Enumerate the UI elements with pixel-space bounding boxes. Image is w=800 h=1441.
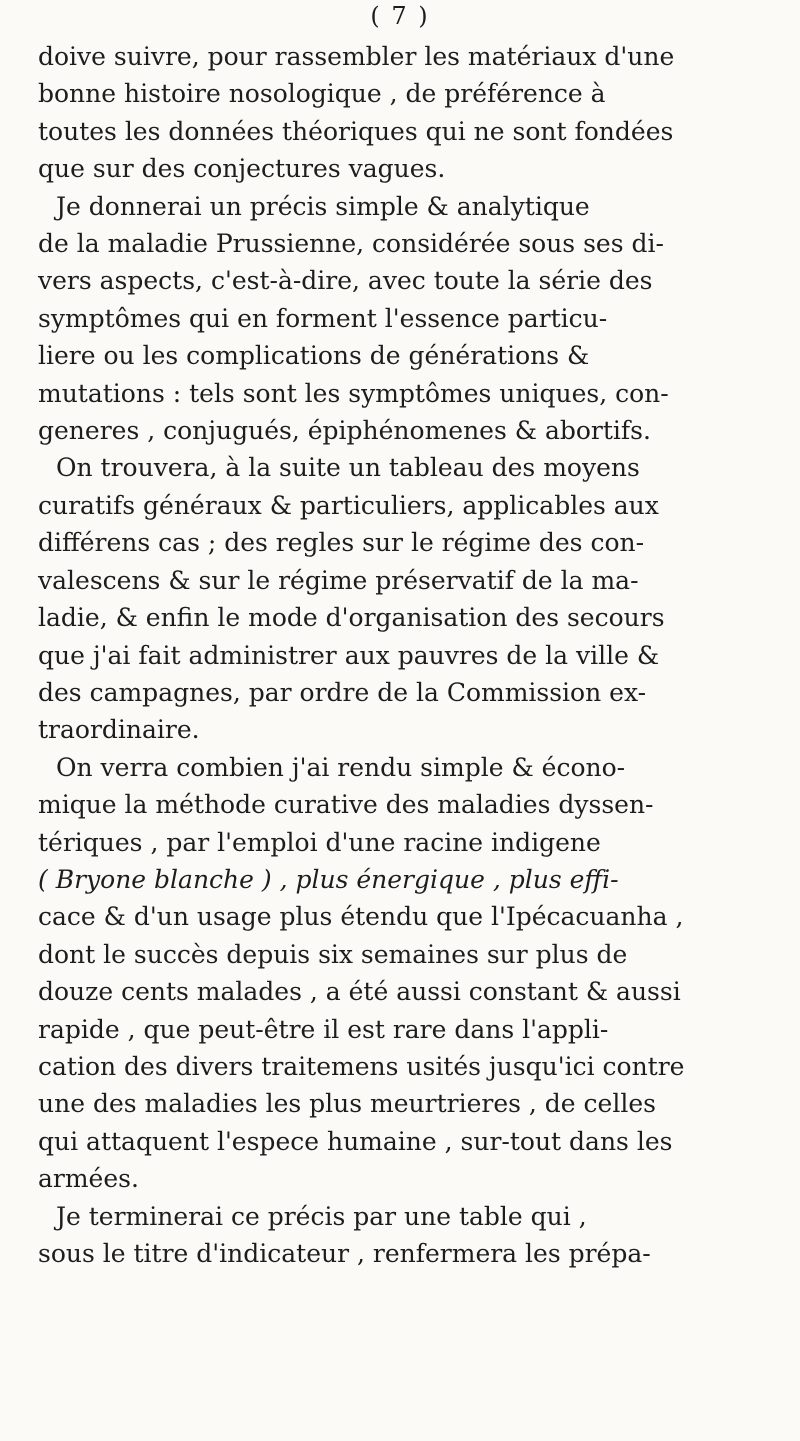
text-line: armées.	[38, 1164, 139, 1194]
text-line: vers aspects, c'est-à-dire, avec toute la série des	[38, 266, 653, 296]
text-line: bonne histoire nosologique , de préférence à	[38, 79, 606, 109]
text-line: rapide , que peut-être il est rare dans l'appli-	[38, 1014, 609, 1044]
text-line: sous le titre d'indicateur , renfermera les prépa-	[38, 1239, 651, 1268]
text-line: une des maladies les plus meurtrieres , de celles	[38, 1089, 656, 1119]
text-line: dont le succès depuis six semaines sur plus de	[38, 939, 628, 969]
page-number: ( 7 )	[370, 2, 430, 30]
text-line: ladie, & enfin le mode d'organisation des secours	[38, 603, 665, 633]
text-line: On trouvera, à la suite un tableau des moyens	[56, 453, 640, 483]
text-line: Je donnerai un précis simple & analytique	[56, 191, 590, 221]
text-line: cace & d'un usage plus étendu que l'Ipécacuanha ,	[38, 902, 684, 932]
text-line: de la maladie Prussienne, considérée sous ses di-	[38, 229, 664, 259]
text-line: que j'ai fait administrer aux pauvres de la ville &	[38, 640, 660, 670]
text-line: doive suivre, pour rassembler les matériaux d'une	[38, 42, 675, 71]
text-line: que sur des conjectures vagues.	[38, 154, 446, 184]
text-line: valescens & sur le régime préservatif de la ma-	[38, 565, 639, 595]
text-line: mique la méthode curative des maladies dyssen-	[38, 790, 654, 820]
text-line: traordinaire.	[38, 715, 200, 745]
text-line: qui attaquent l'espece humaine , sur-tout dans les	[38, 1126, 673, 1156]
text-line: cation des divers traitemens usités jusqu'ici contre	[38, 1051, 685, 1081]
text-line: ( Bryone blanche ) , plus énergique , plus effi-	[38, 864, 619, 894]
text-line: On verra combien j'ai rendu simple & écono-	[56, 752, 626, 782]
text-line: des campagnes, par ordre de la Commission ex-	[38, 677, 647, 707]
body-text	[38, 38, 768, 1272]
text-line: generes , conjugués, épiphénomenes & abortifs.	[38, 416, 651, 446]
text-line: Je terminerai ce précis par une table qui ,	[56, 1201, 587, 1231]
text-line: tériques , par l'emploi d'une racine indigene	[38, 827, 601, 857]
text-line: douze cents malades , a été aussi constant & aussi	[38, 977, 681, 1007]
text-line: mutations : tels sont les symptômes uniques, con-	[38, 378, 669, 408]
text-line: curatifs généraux & particuliers, applicables aux	[38, 490, 659, 520]
text-line: toutes les données théoriques qui ne sont fondées	[38, 116, 674, 146]
text-line: symptômes qui en forment l'essence particu-	[38, 303, 608, 333]
text-line: différens cas ; des regles sur le régime des con-	[38, 528, 645, 558]
text-line: liere ou les complications de générations &	[38, 341, 590, 371]
